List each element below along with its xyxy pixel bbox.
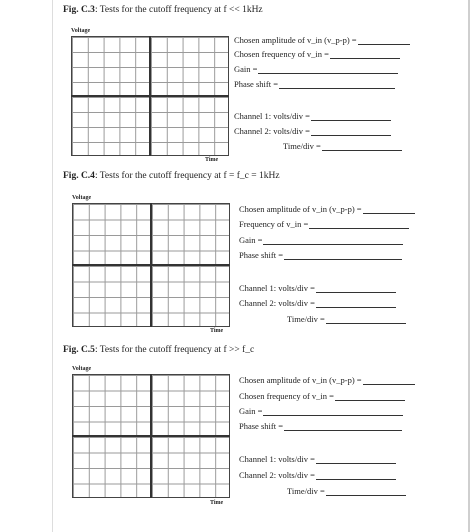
answer-blank[interactable] [263,407,403,416]
figure-number: Fig. C.5 [63,345,95,355]
phase-shift-field: Phase shift = [234,79,395,89]
answer-blank[interactable] [316,455,396,464]
time-axis-label: Time [210,328,224,334]
channel-2-field: Channel 2: volts/div = [234,126,391,136]
frequency-field: Frequency of v_in = [239,219,409,229]
channel-2-field: Channel 2: volts/div = [239,298,396,308]
answer-blank[interactable] [330,50,400,59]
answer-blank[interactable] [316,299,396,308]
grid-vertical-axis [150,203,152,327]
answer-blank[interactable] [263,236,403,245]
page-left-edge [52,0,53,532]
answer-blank[interactable] [316,284,396,293]
answer-blank[interactable] [284,251,402,260]
channel-1-field: Channel 1: volts/div = [239,454,396,464]
answer-blank[interactable] [326,315,406,324]
answer-blank[interactable] [309,220,409,229]
phase-shift-field: Phase shift = [239,421,402,431]
time-axis-label: Time [210,500,224,506]
figure-caption-text: : Tests for the cutoff frequency at f >> f_c [94,345,255,355]
figure-number: Fig. C.4 [63,171,95,181]
grid-vertical-axis [149,36,151,156]
voltage-axis-label: Voltage [72,195,92,201]
answer-blank[interactable] [284,422,402,431]
page-right-edge [468,0,470,532]
voltage-axis-label: Voltage [71,28,91,34]
answer-blank[interactable] [335,392,405,401]
time-div-field: Time/div = [287,314,406,324]
answer-blank[interactable] [279,80,395,89]
answer-blank[interactable] [358,36,410,45]
phase-shift-field: Phase shift = [239,250,402,260]
gain-field: Gain = [239,235,403,245]
figure-caption-text: : Tests for the cutoff frequency at f = f_c = 1kHz [94,171,280,181]
time-axis-label: Time [205,157,219,163]
amplitude-field: Chosen amplitude of v_in (v_p-p) = [239,204,415,214]
frequency-field: Chosen frequency of v_in = [234,49,400,59]
figure-caption [63,5,263,15]
gain-field: Gain = [234,64,398,74]
figure-caption [63,171,280,181]
figure-caption-text: : Tests for the cutoff frequency at f << 1kHz [94,5,263,15]
answer-blank[interactable] [322,142,402,151]
time-div-field: Time/div = [287,486,406,496]
answer-blank[interactable] [311,112,391,121]
answer-blank[interactable] [326,487,406,496]
figure-caption [63,345,254,355]
answer-blank[interactable] [363,205,415,214]
channel-1-field: Channel 1: volts/div = [234,111,391,121]
figure-number: Fig. C.3 [63,5,95,15]
channel-2-field: Channel 2: volts/div = [239,470,396,480]
frequency-field: Chosen frequency of v_in = [239,391,405,401]
channel-1-field: Channel 1: volts/div = [239,283,396,293]
gain-field: Gain = [239,406,403,416]
grid-vertical-axis [150,374,152,498]
amplitude-field: Chosen amplitude of v_in (v_p-p) = [234,35,410,45]
amplitude-field: Chosen amplitude of v_in (v_p-p) = [239,375,415,385]
answer-blank[interactable] [258,65,398,74]
answer-blank[interactable] [316,471,396,480]
answer-blank[interactable] [363,376,415,385]
time-div-field: Time/div = [283,141,402,151]
answer-blank[interactable] [311,127,391,136]
voltage-axis-label: Voltage [72,366,92,372]
